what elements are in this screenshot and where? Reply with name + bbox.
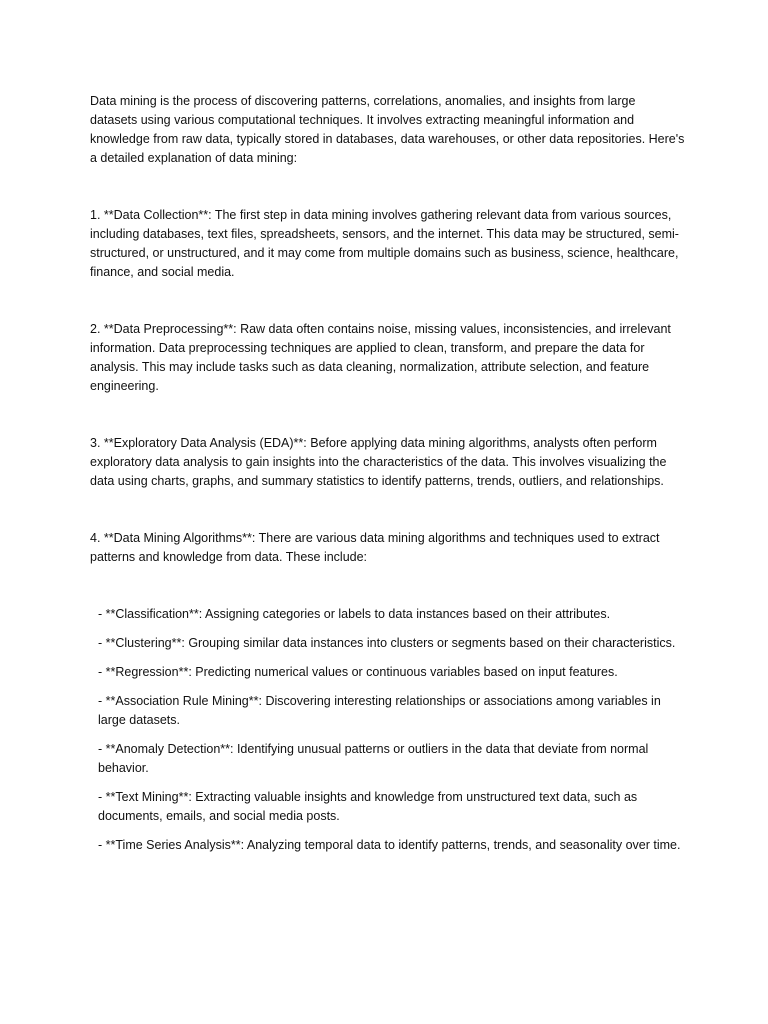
list-item-text-mining: - **Text Mining**: Extracting valuable insights and knowledge from unstructured text data, such as documents, emails, and social media posts. — [98, 790, 638, 823]
list-item-association-rule-mining: - **Association Rule Mining**: Discovering interesting relationships or associations among variables in large datasets. — [98, 694, 661, 727]
document-page — [90, 92, 686, 865]
list-item-time-series-analysis: - **Time Series Analysis**: Analyzing temporal data to identify patterns, trends, and seasonality over time. — [98, 838, 681, 852]
section-data-mining-algorithms: 4. **Data Mining Algorithms**: There are various data mining algorithms and techniques used to extract patterns and knowledge from data. These include: — [90, 531, 660, 564]
section-exploratory-data-analysis: 3. **Exploratory Data Analysis (EDA)**: Before applying data mining algorithms, analysts often perform exploratory data analysis to gain insights into the characteristics of the data. This involves visualizing the data using charts, graphs, and summary statistics to identify patterns, trends, outliers, and relationships. — [90, 436, 667, 488]
section-data-collection: 1. **Data Collection**: The first step in data mining involves gathering relevant data from various sources, including databases, text files, spreadsheets, sensors, and the internet. This data may be structured, semi-structured, or unstructured, and it may come from multiple domains such as business, science, healthcare, finance, and social media. — [90, 208, 679, 279]
section-data-preprocessing: 2. **Data Preprocessing**: Raw data often contains noise, missing values, inconsistencies, and irrelevant information. Data preprocessing techniques are applied to clean, transform, and prepare the data for analysis. This may include tasks such as data cleaning, normalization, attribute selection, and feature engineering. — [90, 322, 671, 393]
list-item-clustering: - **Clustering**: Grouping similar data instances into clusters or segments based on their characteristics. — [98, 636, 676, 650]
list-item-anomaly-detection: - **Anomaly Detection**: Identifying unusual patterns or outliers in the data that deviate from normal behavior. — [98, 742, 649, 775]
intro-paragraph: Data mining is the process of discovering patterns, correlations, anomalies, and insights from large datasets using various computational techniques. It involves extracting meaningful information and knowledge from raw data, typically stored in databases, data warehouses, or other data repositories. Here's a detailed explanation of data mining: — [90, 94, 685, 165]
list-item-classification: - **Classification**: Assigning categories or labels to data instances based on their attributes. — [98, 607, 611, 621]
list-item-regression: - **Regression**: Predicting numerical values or continuous variables based on input features. — [98, 665, 618, 679]
